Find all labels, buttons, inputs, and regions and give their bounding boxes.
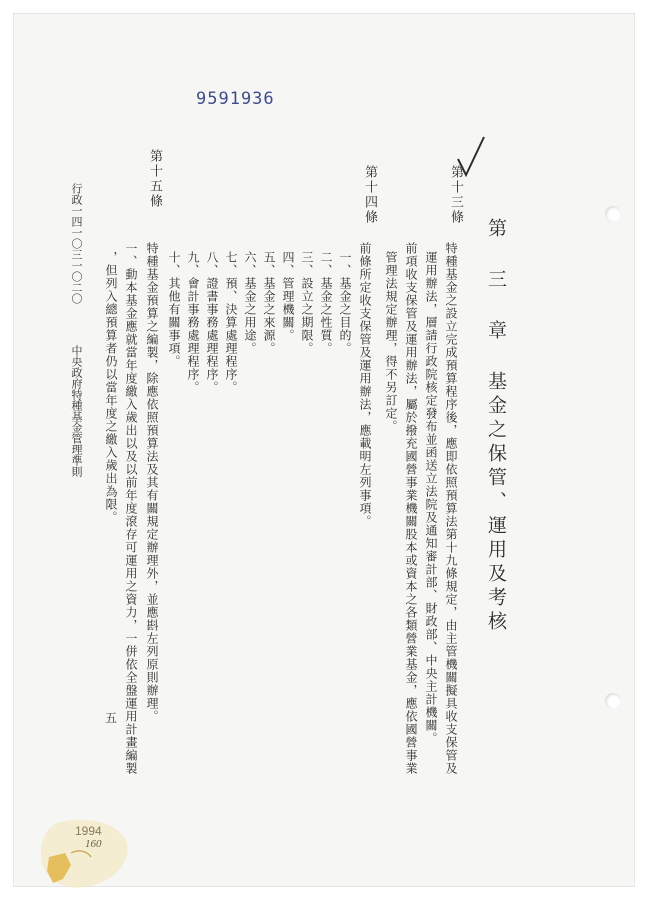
document-footer-title: 中央政府特種基金管理準則 <box>70 345 83 477</box>
article-15-line-1: 特種基金預算之編製，除應依照預算法及其有關規定辦理外，並應斟左列原則辦理。 <box>145 242 159 723</box>
document-number-stamp: 9591936 <box>196 89 275 109</box>
article-14-item-2: 二、基金之性質。 <box>319 251 333 355</box>
article-13-line-4: 管理法規定辦理，得不另訂定。 <box>384 251 398 433</box>
chapter-heading: 第 三 章 基金之保管、運用及考核 <box>485 218 507 635</box>
article-14-item-9: 九、會計事務處理程序。 <box>186 251 200 394</box>
article-14-intro: 前條所定收支保管及運用辦法，應載明左列事項。 <box>358 242 372 528</box>
article-14-item-10: 十、其他有關事項。 <box>167 251 181 368</box>
punch-hole-bottom <box>605 693 621 709</box>
article-14-item-7: 七、預、決算處理程序。 <box>224 251 238 394</box>
punch-hole-top <box>605 206 621 222</box>
article-13-line-2: 運用辦法，層請行政院核定發布並函送立法院及通知審計部、財政部、中央主計機關。 <box>424 251 438 745</box>
article-14-item-8: 八、證書事務處理程序。 <box>205 251 219 394</box>
document-code: 行政一四一〇三一〇二〇 <box>70 183 83 304</box>
article-13-label: 第十三條 <box>448 165 463 225</box>
article-14-item-4: 四、管理機關。 <box>281 251 295 342</box>
article-15-label: 第十五條 <box>147 149 162 209</box>
logo-year: 1994 <box>75 824 102 838</box>
article-13-line-1: 特種基金之設立完成預算程序後，應即依照預算法第十九條規定，由主管機關擬具收支保管及 <box>444 242 458 775</box>
article-14-label: 第十四條 <box>362 165 377 225</box>
article-14-item-6: 六、基金之用途。 <box>243 251 257 355</box>
archive-logo <box>27 813 137 897</box>
article-14-item-1: 一、基金之目的。 <box>338 251 352 355</box>
article-13-line-3: 前項收支保管及運用辦法，屬於撥充國營事業機關股本或資本之各類營業基金，應依國營事業 <box>404 242 418 775</box>
article-15-line-2: 一、動本基金應就當年度繳入歲出以及以前年度滾存可運用之資力，一併依全盤運用計畫編製 <box>124 242 138 775</box>
article-14-item-5: 五、基金之來源。 <box>262 251 276 355</box>
article-15-line-3: ，但列入總預算者仍以當年度之繳入歲出為限。 <box>104 251 118 524</box>
document-page <box>13 13 635 887</box>
logo-handwritten-number: 160 <box>85 838 102 850</box>
page-number: 五 <box>105 711 118 725</box>
article-14-item-3: 三、設立之期限。 <box>300 251 314 355</box>
